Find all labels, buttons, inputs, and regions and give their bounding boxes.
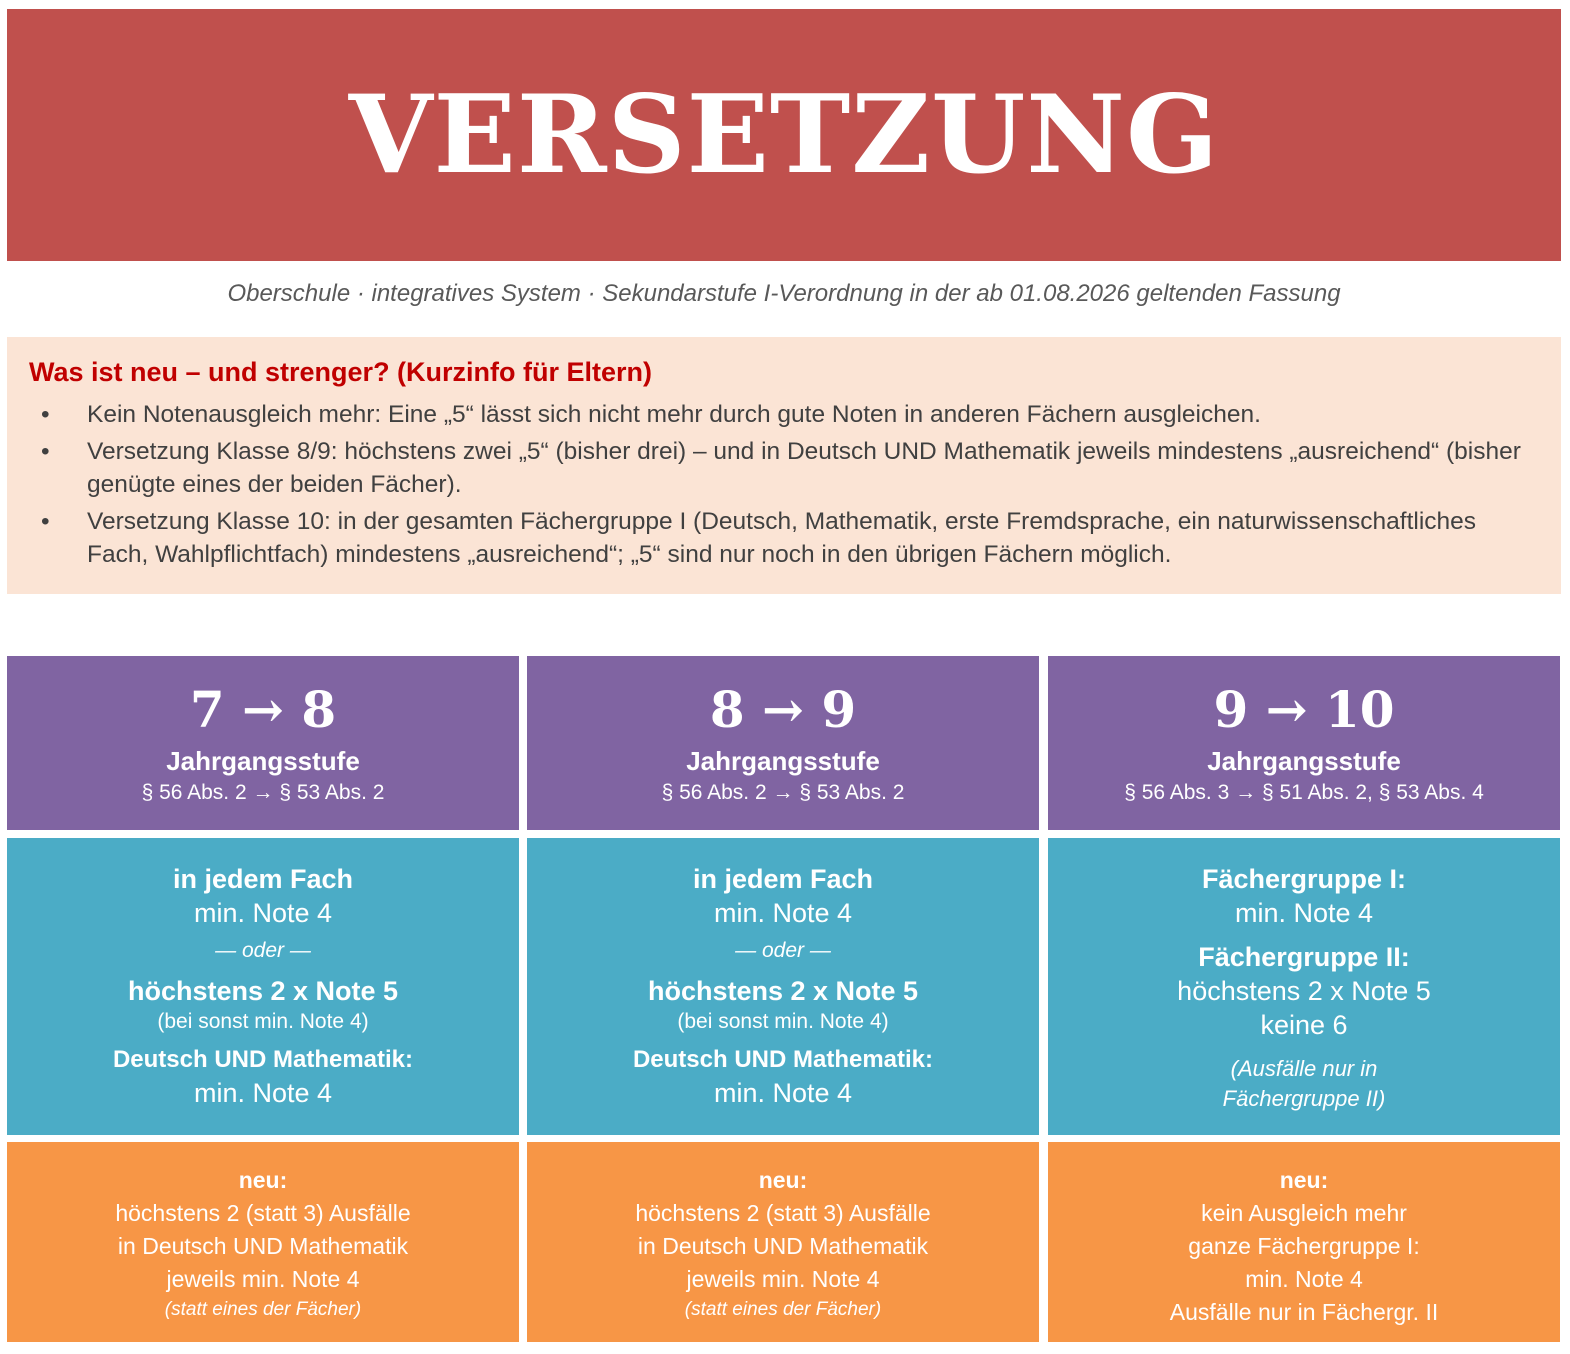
req-line: min. Note 4 [713,1078,853,1108]
info-list [29,398,1539,571]
req-line: min. Note 4 [193,1078,333,1108]
req-line: keine 6 [1260,1010,1348,1040]
new-line: ganze Fächergruppe I: [1188,1233,1420,1259]
new-line: jeweils min. Note 4 [686,1266,880,1292]
info-item [29,398,1539,431]
new-label: neu: [758,1167,808,1193]
req-line: höchstens 2 x Note 5 [1177,976,1431,1006]
grade-step: 7 → 8 [189,680,337,739]
req-line: Fächergruppe II: [1198,942,1410,972]
bullet-icon: • [41,508,50,535]
bullet-icon: • [41,438,50,465]
info-item [29,505,1539,571]
req-line: min. Note 4 [193,898,333,928]
info-box [7,337,1561,594]
info-item [29,435,1539,501]
new-line: in Deutsch UND Mathematik [117,1233,409,1259]
new-line: min. Note 4 [1245,1266,1363,1292]
new-rules-8-9 [527,1142,1039,1342]
paragraph-reference: § 56 Abs. 2 → § 53 Abs. 2 [661,781,905,804]
requirements-7-8 [7,838,519,1135]
new-line: höchstens 2 (statt 3) Ausfälle [115,1200,411,1226]
req-line: höchstens 2 x Note 5 [647,976,919,1006]
paragraph-reference: § 56 Abs. 2 → § 53 Abs. 2 [141,781,385,804]
req-note: Fächergruppe II) [1222,1086,1386,1111]
grade-level-label: Jahrgangsstufe [166,746,360,776]
new-line: Ausfälle nur in Fächergr. II [1169,1299,1439,1325]
grade-header-9-10 [1048,656,1560,830]
info-item-text: Versetzung Klasse 10: in der gesamten Fächergruppe I (Deutsch, Mathematik, erste Fremdsprache, ein naturwissenschaftliches Fach, Wahlpflichtfach) mindestens „ausreichend“; „5“ sind nur noch in den übrigen Fächern möglich. [87,508,1477,568]
info-heading: Was ist neu – und strenger? (Kurzinfo für Eltern) [29,357,653,387]
req-line: min. Note 4 [713,898,853,928]
new-line: kein Ausgleich mehr [1201,1200,1407,1226]
info-item-text: Versetzung Klasse 8/9: höchstens zwei „5“ (bisher drei) – und in Deutsch UND Mathematik jeweils mindestens „ausreichend“ (bisher genügte eines der beiden Fächer). [87,438,1521,498]
new-label: neu: [1279,1167,1329,1193]
new-line: höchstens 2 (statt 3) Ausfälle [635,1200,931,1226]
req-note: (bei sonst min. Note 4) [677,1010,889,1033]
paragraph-reference: § 56 Abs. 3 → § 51 Abs. 2, § 53 Abs. 4 [1124,781,1484,804]
grade-step: 8 → 9 [709,680,857,739]
new-label: neu: [238,1167,288,1193]
new-line: jeweils min. Note 4 [166,1266,360,1292]
req-line: in jedem Fach [172,864,354,894]
new-note: (statt eines der Fächer) [164,1299,362,1320]
bullet-icon: • [41,401,50,428]
req-note: (Ausfälle nur in [1230,1056,1378,1081]
req-line: in jedem Fach [692,864,874,894]
info-item-text: Kein Notenausgleich mehr: Eine „5“ lässt sich nicht mehr durch gute Noten in anderen Fächern ausgleichen. [87,401,1261,428]
req-line: höchstens 2 x Note 5 [127,976,399,1006]
new-rules-7-8 [7,1142,519,1342]
subtitle: Oberschule · integratives System · Sekundarstufe I-Verordnung in der ab 01.08.2026 geltenden Fassung [227,280,1341,307]
req-line: Deutsch UND Mathematik: [112,1046,414,1073]
or-separator: — oder — [215,939,311,962]
grade-step: 9 → 10 [1213,680,1395,739]
requirements-8-9 [527,838,1039,1135]
grade-header-7-8 [7,656,519,830]
title-banner [7,9,1561,261]
req-note: (bei sonst min. Note 4) [157,1010,369,1033]
requirements-9-10 [1048,838,1560,1135]
new-note: (statt eines der Fächer) [684,1299,882,1320]
req-line: min. Note 4 [1234,898,1374,928]
req-line: Fächergruppe I: [1201,864,1407,894]
grade-level-label: Jahrgangsstufe [1207,746,1401,776]
grade-header-8-9 [527,656,1039,830]
new-line: in Deutsch UND Mathematik [637,1233,929,1259]
new-rules-9-10 [1048,1142,1560,1342]
page-title: VERSETZUNG [348,72,1220,198]
grade-level-label: Jahrgangsstufe [686,746,880,776]
or-separator: — oder — [735,939,831,962]
req-line: Deutsch UND Mathematik: [632,1046,934,1073]
